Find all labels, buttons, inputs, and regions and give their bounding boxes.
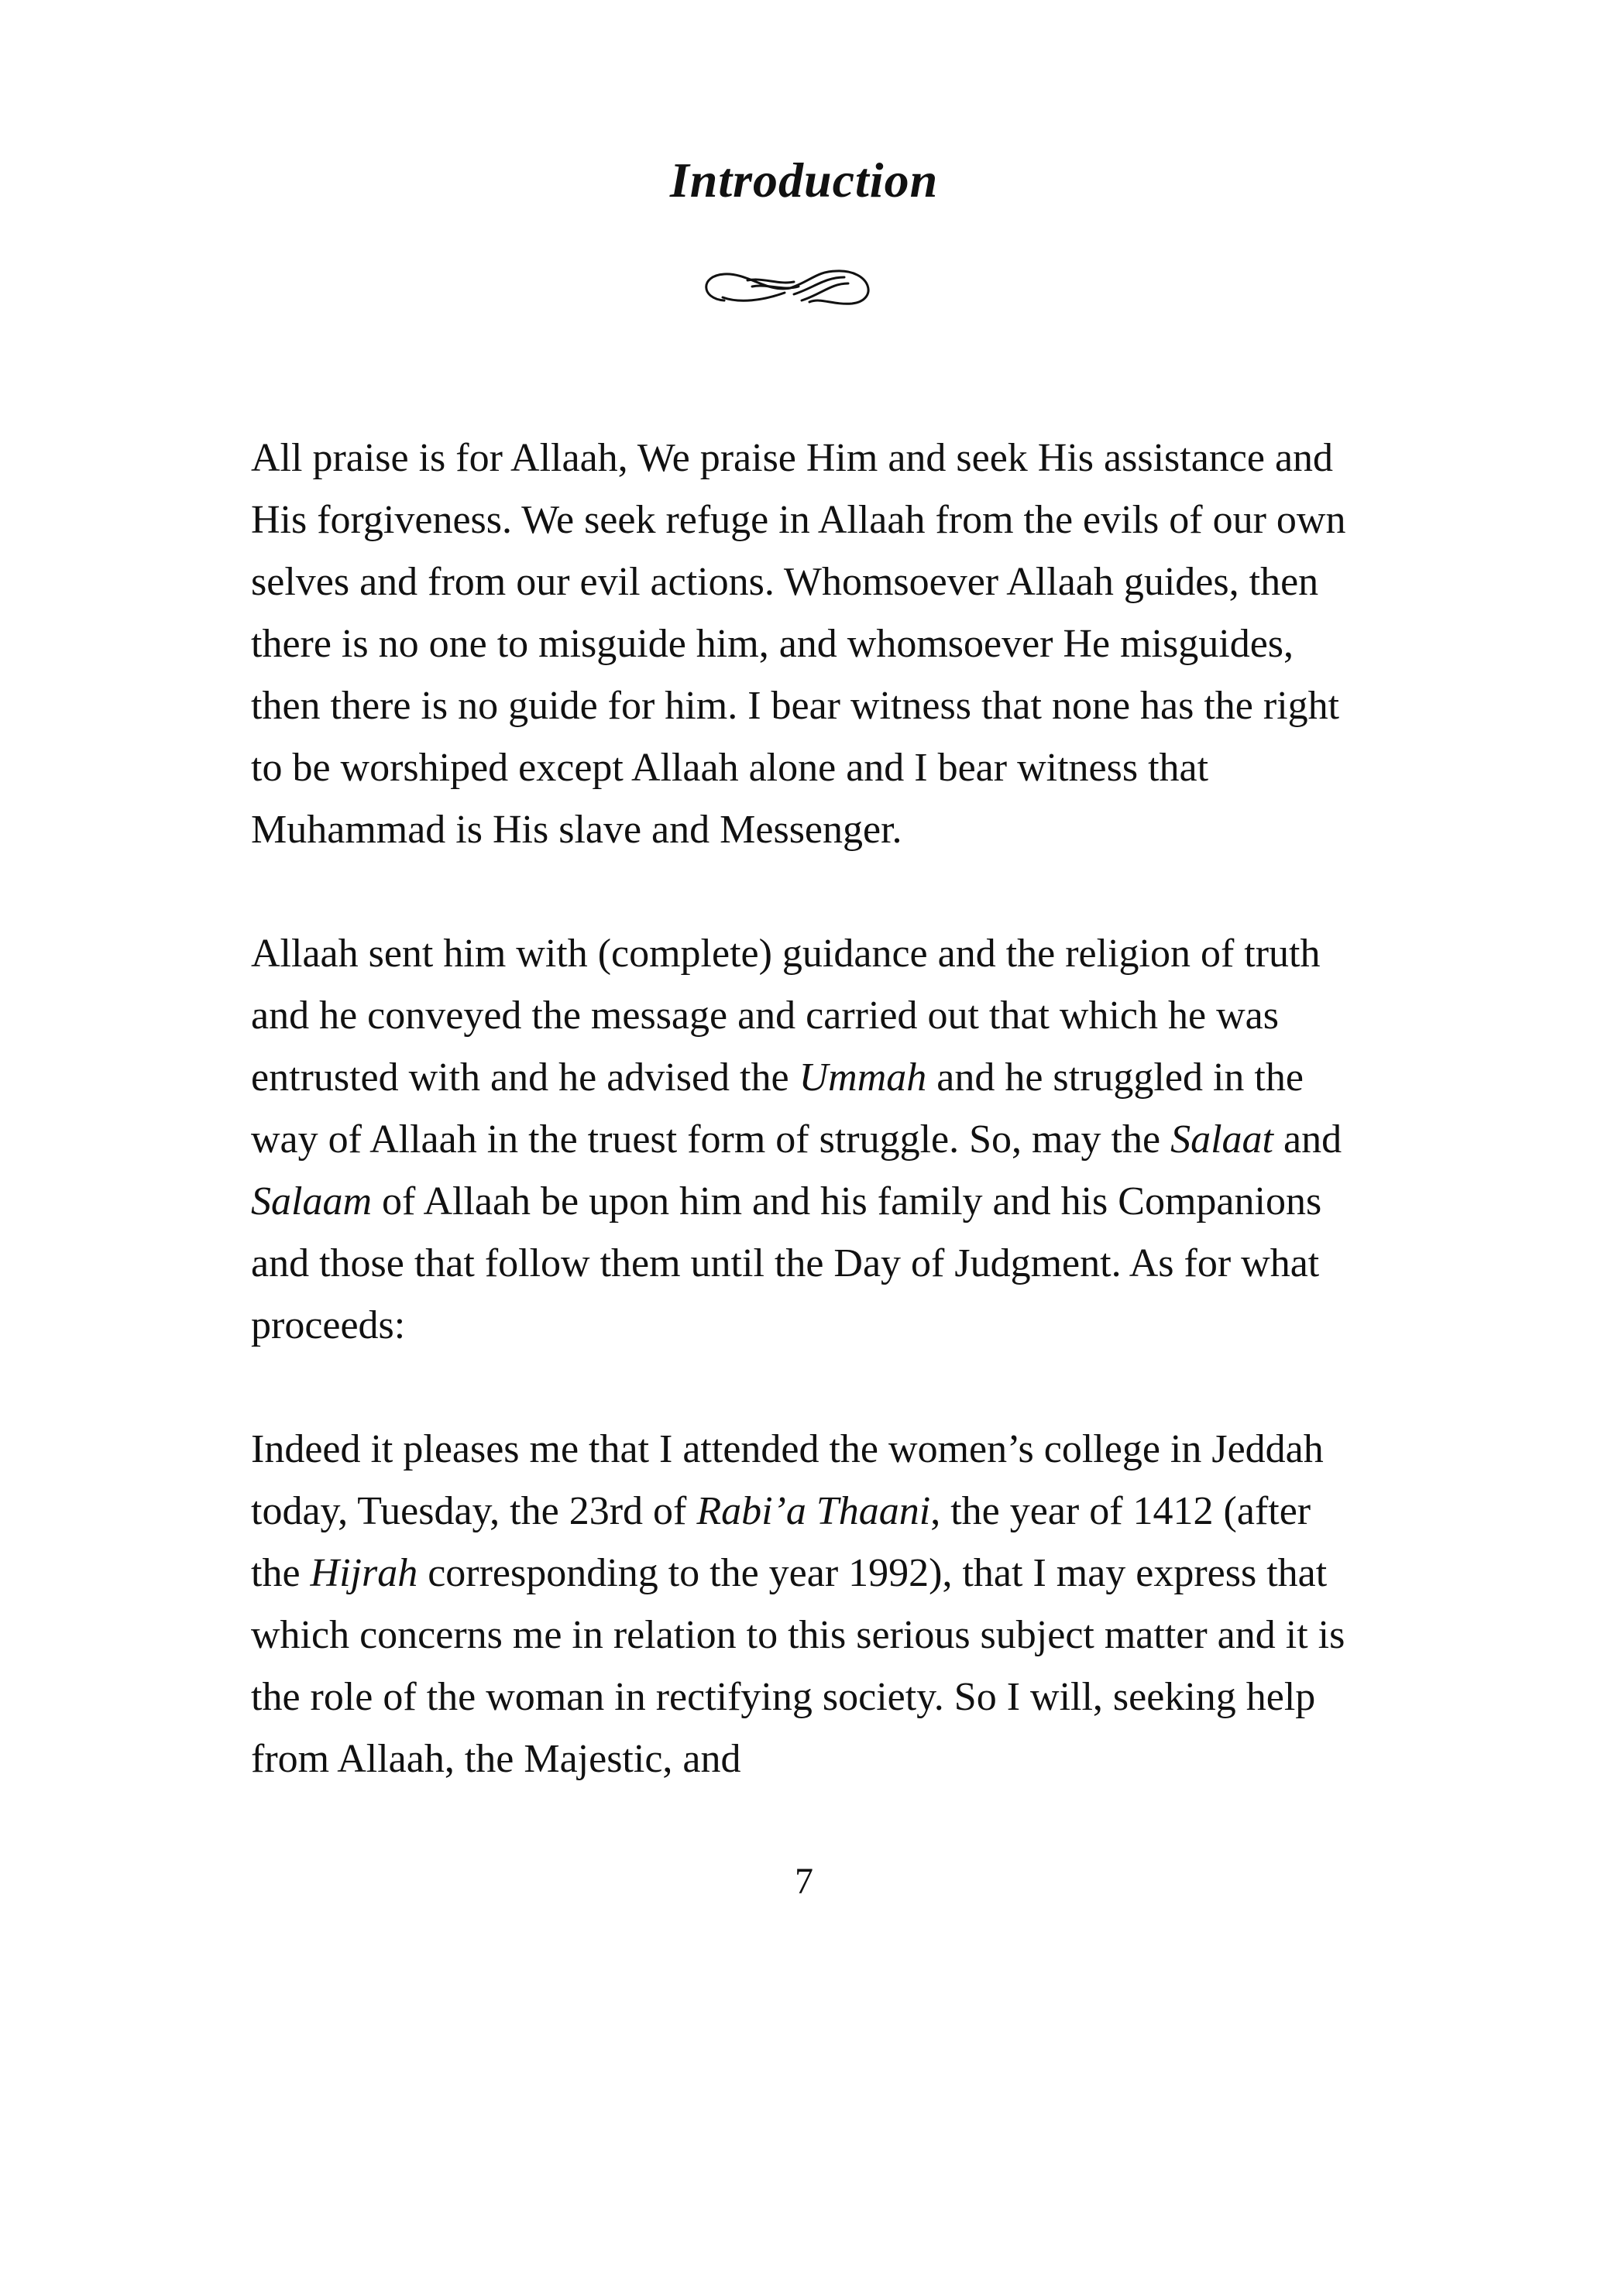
page-title: Introduction [669, 153, 939, 208]
text-run: and he struggled in the way of Allaah in the truest form of struggle. So, may the [251, 1055, 1304, 1162]
italic-term: Rabi’a Thaani [696, 1489, 931, 1533]
paragraph [251, 923, 1366, 1357]
text-run: All praise is for Allaah, We praise Him and seek His assistance and His forgiveness. We seek refuge in Allaah from the evils of our own selves and from our evil actions. Whomsoever Allaah guides, then there is no one to misguide him, and whomsoever He misguides, then there is no guide for him. I bear witness that none has the right to be worshiped except Allaah alone and I bear witness that Muhammad is His slave and Messenger. [251, 436, 1346, 852]
flourish-ornament-icon [693, 254, 887, 319]
italic-term: Ummah [799, 1055, 927, 1100]
text-run: corresponding to the year 1992), that I may express that which concerns me in relation to this serious subject matter and it is the role of the woman in rectifying society. So I will, seeking help from Allaah, the Majestic, and [251, 1551, 1345, 1781]
text-run: Allaah sent him with (complete) guidance and the religion of truth and he conveyed the message and carried out that which he was entrusted with and he advised the [251, 932, 1321, 1100]
text-run: , the year of 1412 (after the [251, 1489, 1311, 1595]
page-number: 7 [795, 1861, 813, 1902]
paragraph [251, 1419, 1366, 1790]
text-run: of Allaah be upon him and his family and his Companions and those that follow them until the Day of Judgment. As for what proceeds: [251, 1179, 1322, 1347]
italic-term: Salaat [1170, 1117, 1273, 1162]
body-text [251, 427, 1366, 1790]
paragraph [251, 427, 1366, 861]
text-run: Indeed it pleases me that I attended the women’s college in Jeddah today, Tuesday, the 23rd of [251, 1427, 1324, 1533]
text-run: and [1273, 1117, 1342, 1162]
italic-term: Hijrah [310, 1551, 418, 1595]
italic-term: Salaam [251, 1179, 372, 1224]
